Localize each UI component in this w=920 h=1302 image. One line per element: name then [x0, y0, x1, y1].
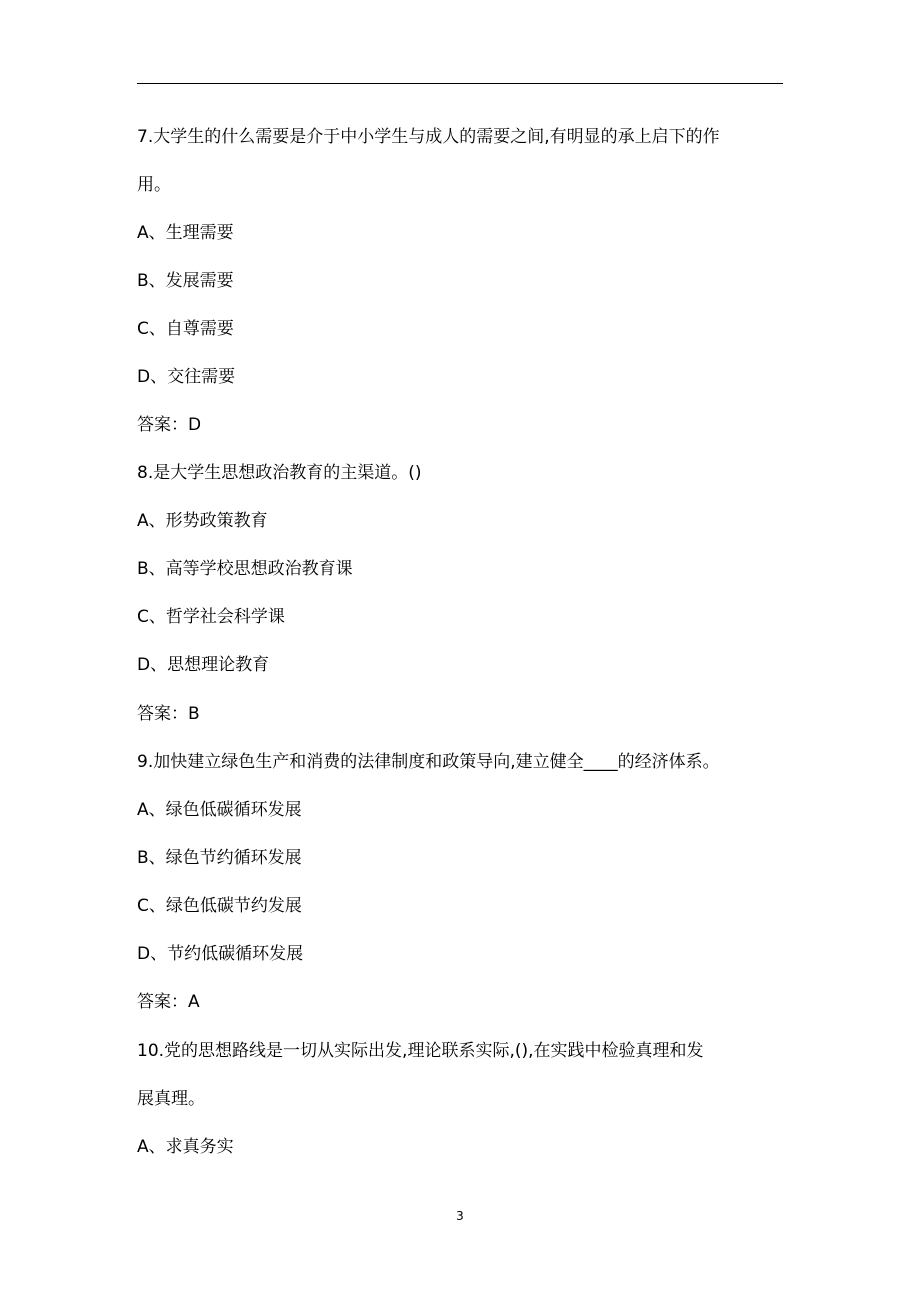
- question-8-option-a: A、形势政策教育: [137, 511, 268, 531]
- question-7-option-b: B、发展需要: [137, 271, 234, 291]
- question-7-option-c: C、自尊需要: [137, 319, 234, 339]
- header-rule: [137, 83, 783, 84]
- question-7-answer: 答案：D: [137, 415, 202, 435]
- question-7-option-a: A、生理需要: [137, 223, 234, 243]
- question-8-stem-line-1: 8.是大学生思想政治教育的主渠道。(): [137, 463, 422, 483]
- page-number: 3: [456, 1209, 464, 1223]
- question-9-stem-line-1: 9.加快建立绿色生产和消费的法律制度和政策导向,建立健全____的经济体系。: [137, 752, 720, 772]
- question-9-answer: 答案：A: [137, 992, 200, 1012]
- question-10-option-a: A、求真务实: [137, 1137, 234, 1157]
- question-10-stem-line-2: 展真理。: [137, 1089, 205, 1109]
- question-9-option-a: A、绿色低碳循环发展: [137, 800, 302, 820]
- question-9-option-c: C、绿色低碳节约发展: [137, 896, 302, 916]
- question-10-stem-line-1: 10.党的思想路线是一切从实际出发,理论联系实际,(),在实践中检验真理和发: [137, 1041, 704, 1061]
- question-8-answer: 答案：B: [137, 704, 200, 724]
- question-8-option-d: D、思想理论教育: [137, 655, 270, 675]
- question-9-option-b: B、绿色节约循环发展: [137, 848, 302, 868]
- question-7-stem-line-1: 7.大学生的什么需要是介于中小学生与成人的需要之间,有明显的承上启下的作: [137, 127, 720, 147]
- question-7-stem-line-2: 用。: [137, 175, 171, 195]
- question-8-option-b: B、高等学校思想政治教育课: [137, 559, 353, 579]
- question-8-option-c: C、哲学社会科学课: [137, 607, 285, 627]
- question-7-option-d: D、交往需要: [137, 367, 236, 387]
- question-9-option-d: D、节约低碳循环发展: [137, 944, 304, 964]
